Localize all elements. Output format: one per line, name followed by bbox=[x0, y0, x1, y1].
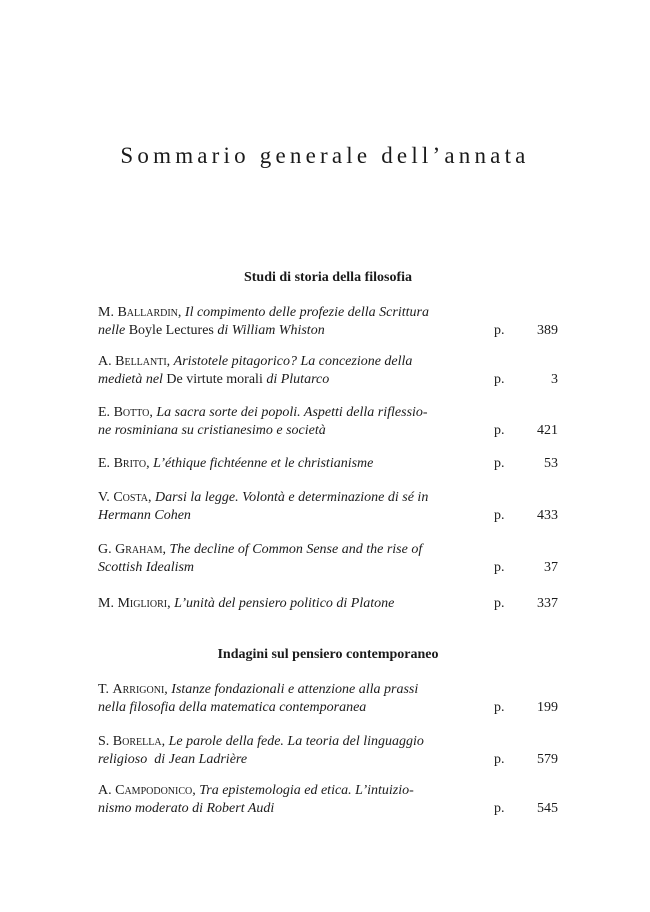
author-surname: Borella bbox=[112, 734, 162, 749]
entry-text: S. Borella, Le parole della fede. La teoria del linguaggio religioso di Jean Ladrière bbox=[98, 734, 424, 767]
author-surname: Campodonico bbox=[115, 783, 193, 798]
entry-title: La sacra sorte dei popoli. Aspetti della riflessio- bbox=[156, 405, 428, 420]
page-title: Sommario generale dell’annata bbox=[120, 143, 530, 168]
toc-entry[interactable] bbox=[98, 541, 558, 577]
page-number: 337 bbox=[537, 596, 558, 611]
page-prefix: p. bbox=[494, 508, 505, 523]
toc-entry[interactable] bbox=[98, 455, 558, 473]
toc-entry[interactable] bbox=[98, 595, 558, 613]
toc-entry[interactable] bbox=[98, 782, 558, 818]
entry-title: Istanze fondazionali e attenzione alla prassi bbox=[171, 682, 419, 697]
page-prefix: p. bbox=[494, 700, 505, 715]
author-surname: Botto bbox=[113, 405, 150, 420]
toc-entry[interactable] bbox=[98, 353, 558, 389]
author-surname: Ballardin bbox=[117, 305, 178, 320]
entry-text: A. Campodonico, Tra epistemologia ed etica. L’intuizio- nismo moderato di Robert Audi bbox=[98, 783, 414, 816]
page-number: 579 bbox=[537, 752, 558, 767]
entry-title: Tra epistemologia ed etica. L’intuizio- bbox=[199, 783, 414, 798]
page-prefix: p. bbox=[494, 423, 505, 438]
author-surname: Bellanti bbox=[115, 354, 167, 369]
entry-text: M. Migliori, L’unità del pensiero politico di Platone bbox=[98, 596, 395, 611]
toc-entry[interactable] bbox=[98, 681, 558, 717]
page-prefix: p. bbox=[494, 323, 505, 338]
toc-entry[interactable] bbox=[98, 304, 558, 340]
page-prefix: p. bbox=[494, 560, 505, 575]
page-number: 545 bbox=[537, 801, 558, 816]
page-number: 421 bbox=[537, 423, 558, 438]
author-surname: Graham bbox=[115, 542, 163, 557]
entry-text: V. Costa, Darsi la legge. Volontà e determinazione di sé in Hermann Cohen bbox=[98, 490, 429, 523]
section-heading: Studi di storia della filosofia bbox=[243, 270, 413, 285]
entry-title: Il compimento delle profezie della Scrittura bbox=[184, 305, 429, 320]
page-number: 3 bbox=[551, 372, 558, 387]
page-number: 433 bbox=[537, 508, 558, 523]
page-prefix: p. bbox=[494, 456, 505, 471]
entry-title: L’éthique fichtéenne et le christianisme bbox=[153, 456, 374, 471]
author-surname: Brito bbox=[113, 456, 147, 471]
entry-title: Darsi la legge. Volontà e determinazione di sé in bbox=[154, 490, 429, 505]
page-number: 53 bbox=[544, 456, 558, 471]
entry-title: L’unità del pensiero politico di Platone bbox=[174, 596, 395, 611]
page-number: 199 bbox=[537, 700, 558, 715]
toc-entry[interactable] bbox=[98, 404, 558, 440]
entry-text: T. Arrigoni, Istanze fondazionali e attenzione alla prassi nella filosofia della matematica contemporanea bbox=[98, 682, 419, 715]
entry-text: E. Botto, La sacra sorte dei popoli. Aspetti della riflessio- ne rosminiana su cristianesimo e società bbox=[98, 405, 428, 438]
page-prefix: p. bbox=[494, 596, 505, 611]
page-prefix: p. bbox=[494, 801, 505, 816]
author-surname: Migliori bbox=[117, 596, 168, 611]
toc-entry[interactable] bbox=[98, 733, 558, 769]
entry-title: Aristotele pitagorico? La concezione della bbox=[173, 354, 413, 369]
entry-text: M. Ballardin, Il compimento delle profezie della Scrittura nelle Boyle Lectures di William Whiston bbox=[98, 305, 429, 338]
author-surname: Costa bbox=[113, 490, 148, 505]
page-number: 37 bbox=[544, 560, 558, 575]
page-number: 389 bbox=[537, 323, 558, 338]
entry-title: The decline of Common Sense and the rise of bbox=[169, 542, 423, 557]
toc-entry[interactable] bbox=[98, 489, 558, 525]
entry-text: G. Graham, The decline of Common Sense and the rise of Scottish Idealism bbox=[98, 542, 423, 575]
page-prefix: p. bbox=[494, 372, 505, 387]
entry-text: A. Bellanti, Aristotele pitagorico? La concezione della medietà nel De virtute morali di Plutarco bbox=[98, 354, 413, 387]
page-prefix: p. bbox=[494, 752, 505, 767]
entry-text: E. Brito, L’éthique fichtéenne et le christianisme bbox=[98, 456, 374, 471]
section-heading: Indagini sul pensiero contemporaneo bbox=[217, 647, 439, 662]
author-surname: Arrigoni bbox=[112, 682, 165, 697]
entry-title: Le parole della fede. La teoria del linguaggio bbox=[168, 734, 424, 749]
